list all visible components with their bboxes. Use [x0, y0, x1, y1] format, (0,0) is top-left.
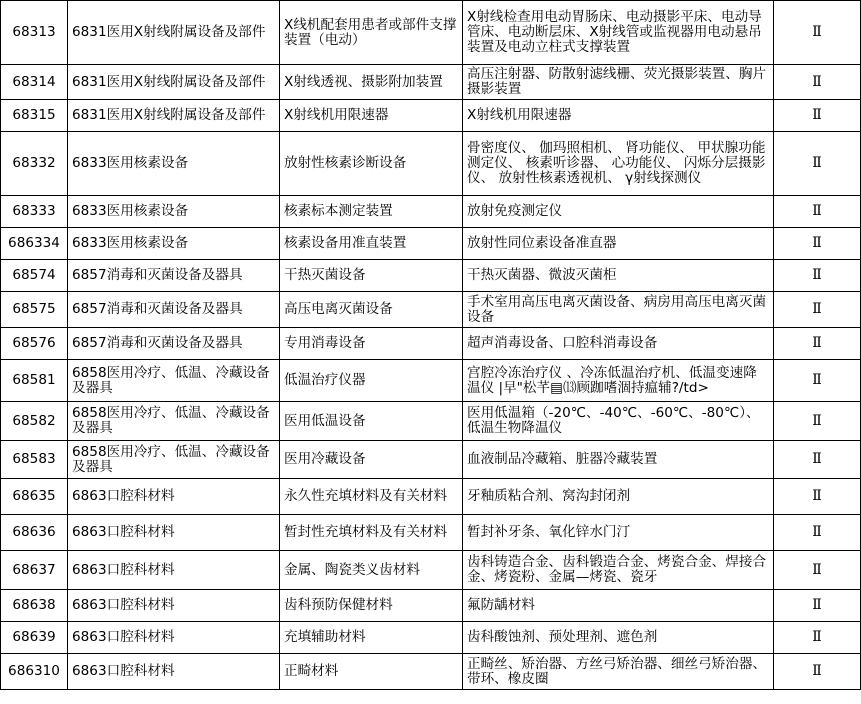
table-row: [1, 360, 861, 402]
name-cell: 低温治疗仪器: [280, 360, 463, 402]
class-cell: Ⅱ: [774, 515, 861, 551]
table-row: [1, 260, 861, 292]
table-row: [1, 328, 861, 360]
class-cell: Ⅱ: [774, 292, 861, 328]
code-cell: 68333: [1, 196, 68, 228]
category-cell: 6863口腔科材料: [68, 590, 280, 622]
table-row: [1, 515, 861, 551]
table-row: [1, 292, 861, 328]
category-cell: 6833医用核素设备: [68, 228, 280, 260]
category-cell: 6857消毒和灭菌设备及器具: [68, 328, 280, 360]
products-cell: 正畸丝、矫治器、方丝弓矫治器、细丝弓矫治器、带环、橡皮圈: [463, 654, 774, 690]
products-cell: 超声消毒设备、口腔科消毒设备: [463, 328, 774, 360]
name-cell: 充填辅助材料: [280, 622, 463, 654]
name-cell: 高压电离灭菌设备: [280, 292, 463, 328]
products-cell: 暂封补牙条、氧化锌水门汀: [463, 515, 774, 551]
code-cell: 68636: [1, 515, 68, 551]
class-cell: Ⅱ: [774, 590, 861, 622]
category-cell: 6863口腔科材料: [68, 479, 280, 515]
table-row: [1, 196, 861, 228]
category-cell: 6863口腔科材料: [68, 654, 280, 690]
table-row: [1, 132, 861, 196]
category-cell: 6831医用X射线附属设备及部件: [68, 100, 280, 132]
class-cell: Ⅱ: [774, 328, 861, 360]
table-row: [1, 654, 861, 690]
code-cell: 68313: [1, 1, 68, 65]
code-cell: 68583: [1, 441, 68, 479]
table-row: [1, 65, 861, 100]
name-cell: X射线透视、摄影附加装置: [280, 65, 463, 100]
name-cell: 暂封性充填材料及有关材料: [280, 515, 463, 551]
code-cell: 686310: [1, 654, 68, 690]
name-cell: 正畸材料: [280, 654, 463, 690]
products-cell: X射线机用限速器: [463, 100, 774, 132]
category-cell: 6857消毒和灭菌设备及器具: [68, 292, 280, 328]
code-cell: 68576: [1, 328, 68, 360]
code-cell: 68315: [1, 100, 68, 132]
class-cell: Ⅱ: [774, 622, 861, 654]
products-cell: 血液制品冷藏箱、脏器冷藏装置: [463, 441, 774, 479]
name-cell: 金属、陶瓷类义齿材料: [280, 551, 463, 590]
class-cell: Ⅱ: [774, 228, 861, 260]
code-cell: 68582: [1, 402, 68, 441]
products-cell: 手术室用高压电离灭菌设备、病房用高压电离灭菌设备: [463, 292, 774, 328]
name-cell: 医用冷藏设备: [280, 441, 463, 479]
catalog-body: [1, 1, 861, 690]
table-row: [1, 1, 861, 65]
code-cell: 68575: [1, 292, 68, 328]
products-cell: 放射性同位素设备准直器: [463, 228, 774, 260]
category-cell: 6831医用X射线附属设备及部件: [68, 1, 280, 65]
products-cell: 齿科酸蚀剂、预处理剂、遮色剂: [463, 622, 774, 654]
table-row: [1, 590, 861, 622]
products-cell: X射线检查用电动胃肠床、电动摄影平床、电动导管床、电动断层床、X射线管或监视器用电动悬吊装置及电动立柱式支撑装置: [463, 1, 774, 65]
products-cell: 高压注射器、防散射滤线栅、荧光摄影装置、胸片摄影装置: [463, 65, 774, 100]
category-cell: 6863口腔科材料: [68, 622, 280, 654]
category-cell: 6857消毒和灭菌设备及器具: [68, 260, 280, 292]
category-cell: 6858医用冷疗、低温、冷藏设备及器具: [68, 402, 280, 441]
class-cell: Ⅱ: [774, 441, 861, 479]
name-cell: 核素标本测定装置: [280, 196, 463, 228]
name-cell: 干热灭菌设备: [280, 260, 463, 292]
name-cell: 齿科预防保健材料: [280, 590, 463, 622]
code-cell: 68581: [1, 360, 68, 402]
table-row: [1, 402, 861, 441]
table-row: [1, 441, 861, 479]
code-cell: 68635: [1, 479, 68, 515]
code-cell: 686334: [1, 228, 68, 260]
code-cell: 68638: [1, 590, 68, 622]
code-cell: 68314: [1, 65, 68, 100]
name-cell: X射线机用限速器: [280, 100, 463, 132]
code-cell: 68637: [1, 551, 68, 590]
name-cell: 核素设备用准直装置: [280, 228, 463, 260]
class-cell: Ⅱ: [774, 654, 861, 690]
class-cell: Ⅱ: [774, 479, 861, 515]
products-cell: 放射免疫测定仪: [463, 196, 774, 228]
products-cell: 医用低温箱（-20℃、-40℃、-60℃、-80℃）、低温生物降温仪: [463, 402, 774, 441]
products-cell: 氟防龋材料: [463, 590, 774, 622]
class-cell: Ⅱ: [774, 100, 861, 132]
code-cell: 68574: [1, 260, 68, 292]
name-cell: X线机配套用患者或部件支撑装置（电动）: [280, 1, 463, 65]
class-cell: Ⅱ: [774, 196, 861, 228]
table-row: [1, 479, 861, 515]
class-cell: Ⅱ: [774, 260, 861, 292]
class-cell: Ⅱ: [774, 1, 861, 65]
table-row: [1, 551, 861, 590]
class-cell: Ⅱ: [774, 360, 861, 402]
products-cell: 牙釉质粘合剂、窝沟封闭剂: [463, 479, 774, 515]
category-cell: 6831医用X射线附属设备及部件: [68, 65, 280, 100]
category-cell: 6863口腔科材料: [68, 515, 280, 551]
category-cell: 6858医用冷疗、低温、冷藏设备及器具: [68, 360, 280, 402]
category-cell: 6858医用冷疗、低温、冷藏设备及器具: [68, 441, 280, 479]
category-cell: 6833医用核素设备: [68, 132, 280, 196]
products-cell: 宫腔冷冻治疗仪 、冷冻低温治疗机、低温变速降温仪 |早"松芊▤⒀顾跏嗜涸持瘟辅?/td>: [463, 360, 774, 402]
category-cell: 6833医用核素设备: [68, 196, 280, 228]
name-cell: 医用低温设备: [280, 402, 463, 441]
name-cell: 专用消毒设备: [280, 328, 463, 360]
class-cell: Ⅱ: [774, 132, 861, 196]
class-cell: Ⅱ: [774, 402, 861, 441]
products-cell: 干热灭菌器、微波灭菌柜: [463, 260, 774, 292]
code-cell: 68639: [1, 622, 68, 654]
name-cell: 放射性核素诊断设备: [280, 132, 463, 196]
table-row: [1, 622, 861, 654]
class-cell: Ⅱ: [774, 65, 861, 100]
table-row: [1, 100, 861, 132]
category-cell: 6863口腔科材料: [68, 551, 280, 590]
products-cell: 骨密度仪、 伽玛照相机、 肾功能仪、 甲状腺功能测定仪、 核素听诊器、 心功能仪、 闪烁分层摄影仪、 放射性核素透视机、 γ射线探测仪: [463, 132, 774, 196]
class-cell: Ⅱ: [774, 551, 861, 590]
code-cell: 68332: [1, 132, 68, 196]
table-row: [1, 228, 861, 260]
name-cell: 永久性充填材料及有关材料: [280, 479, 463, 515]
products-cell: 齿科铸造合金、齿科锻造合金、烤瓷合金、焊接合金、烤瓷粉、金属—烤瓷、瓷牙: [463, 551, 774, 590]
